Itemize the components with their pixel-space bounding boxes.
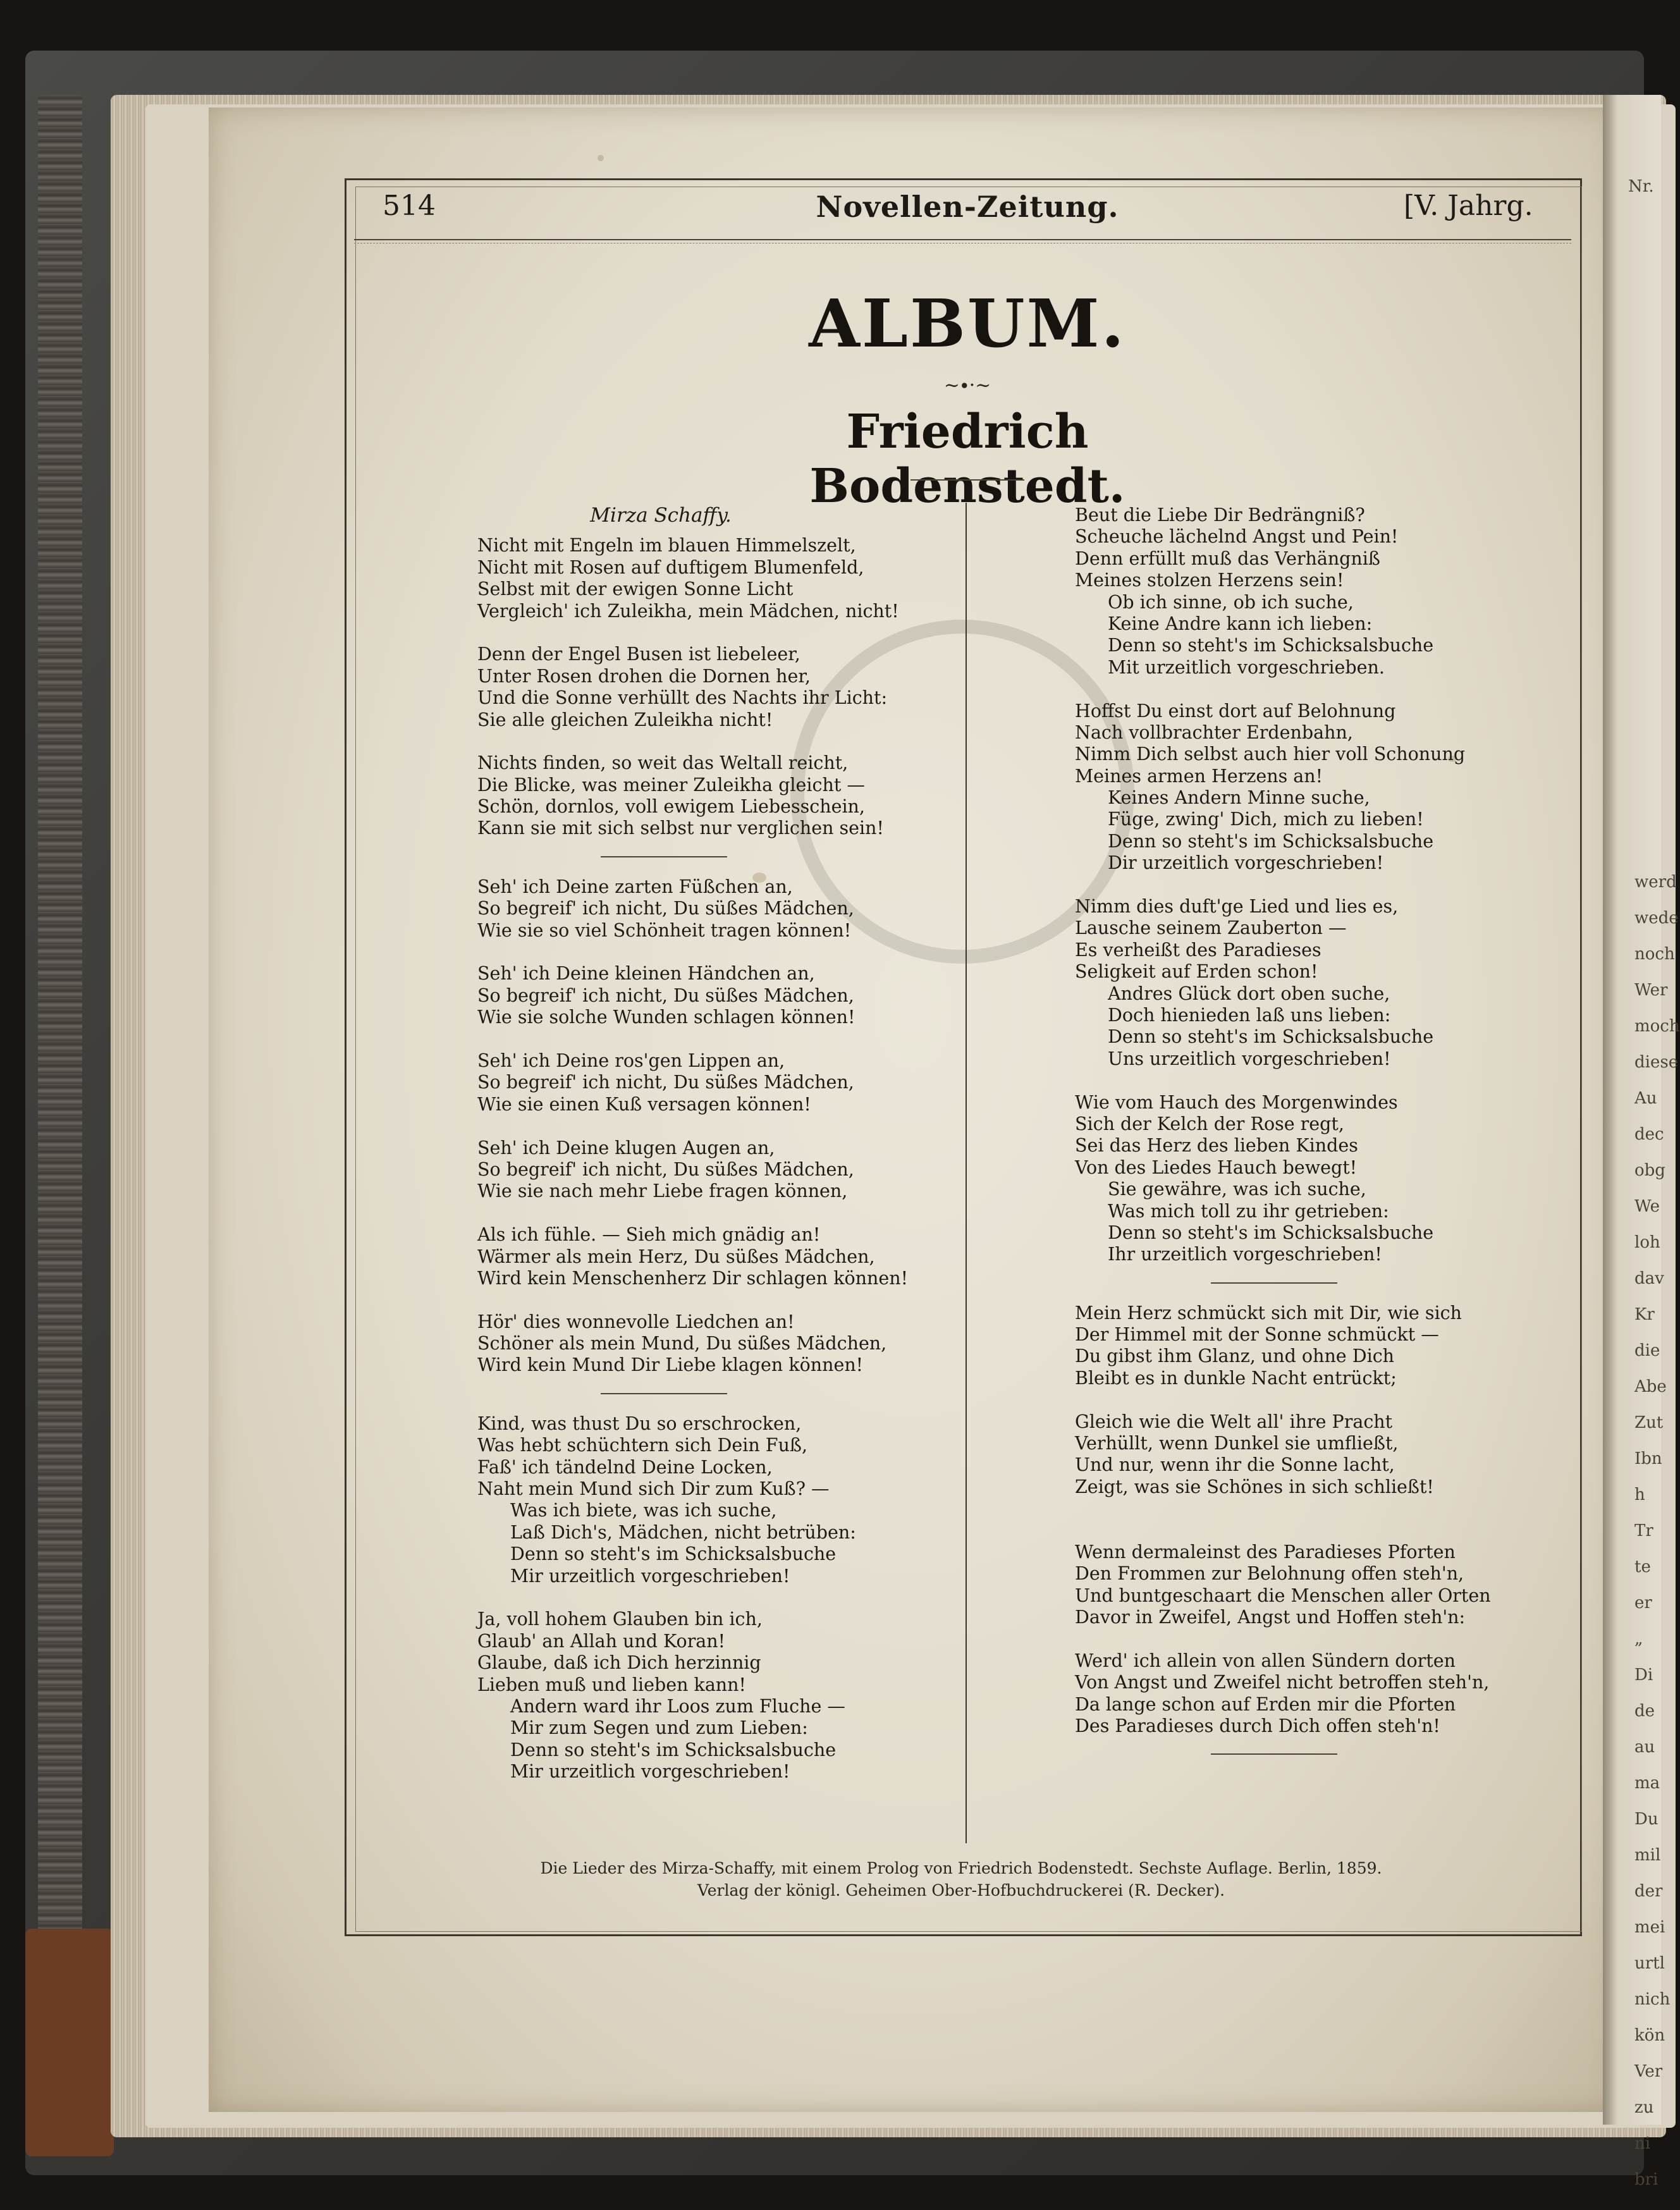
facing-page-fragment: ni — [1634, 2134, 1651, 2153]
facing-page-fragment: noch — [1634, 945, 1675, 964]
verse-line: Ob ich sinne, ob ich suche, — [1108, 591, 1354, 613]
verse-line: Wie sie nach mehr Liebe fragen können, — [477, 1181, 848, 1202]
facing-page-fragment: dav — [1634, 1269, 1664, 1288]
verse-line: Lausche seinem Zauberton — — [1075, 918, 1347, 939]
album-title: ALBUM. — [809, 285, 1126, 362]
verse-line: Denn so steht's im Schicksalsbuche — [1108, 1222, 1434, 1243]
verse-line: Werd' ich allein von allen Sündern dorten — [1075, 1650, 1456, 1671]
verse-line: Wird kein Mund Dir Liebe klagen können! — [477, 1354, 864, 1376]
title-flourish: ~∙·~ — [943, 374, 991, 396]
verse-line: Nicht mit Engeln im blauen Himmelszelt, — [477, 535, 856, 556]
verse-line: Denn so steht's im Schicksalsbuche — [510, 1544, 837, 1565]
verse-line: Keine Andre kann ich lieben: — [1108, 613, 1373, 634]
facing-page-fragment: Du — [1634, 1810, 1659, 1829]
facing-page-fragment: Ibn — [1634, 1449, 1662, 1468]
poem-title: Mirza Schaffy. — [590, 504, 732, 527]
facing-page-fragment: werd — [1634, 873, 1677, 892]
verse-line: Den Frommen zur Belohnung offen steh'n, — [1075, 1563, 1464, 1585]
leather-corner — [25, 1929, 114, 2156]
facing-page-fragment: dec — [1634, 1125, 1664, 1144]
poem-section-3 — [477, 1413, 945, 1783]
facing-page-fragment: Abe — [1634, 1377, 1667, 1396]
verse-line: Der Himmel mit der Sonne schmückt — — [1075, 1324, 1439, 1346]
facing-page-fragment: obg — [1634, 1161, 1665, 1180]
verse-line: Wenn dermaleinst des Paradieses Pforten — [1075, 1541, 1456, 1562]
verse-line: Seh' ich Deine kleinen Händchen an, — [477, 963, 815, 985]
verse-line: Hoffst Du einst dort auf Belohnung — [1075, 700, 1396, 721]
verse-line: So begreif' ich nicht, Du süßes Mädchen, — [477, 1158, 854, 1180]
facing-page-fragment: Tr — [1634, 1521, 1653, 1540]
verse-line: Ja, voll hohem Glauben bin ich, — [477, 1609, 763, 1630]
facing-page-fragment: Ver — [1634, 2062, 1663, 2081]
verse-line: Mir urzeitlich vorgeschrieben! — [510, 1761, 790, 1783]
facing-page-fragment: de — [1634, 1702, 1655, 1721]
author-name: Friedrich Bodenstedt. — [809, 405, 1125, 513]
page-number: 514 — [383, 190, 436, 222]
verse-line: Bleibt es in dunkle Nacht entrückt; — [1075, 1367, 1397, 1389]
facing-page-fragment: Zut — [1634, 1413, 1664, 1432]
verse-line: Nichts finden, so weit das Weltall reicht, — [477, 752, 849, 774]
verse-line: Denn der Engel Busen ist liebeleer, — [477, 644, 800, 665]
facing-page-fragment: zu — [1634, 2098, 1654, 2117]
verse-line: Scheuche lächelnd Angst und Pein! — [1075, 526, 1399, 548]
verse-line: Meines stolzen Herzens sein! — [1075, 570, 1344, 591]
verse-line: Was ich biete, was ich suche, — [510, 1500, 777, 1521]
poem-section-4 — [1075, 505, 1518, 1266]
header-rule — [354, 239, 1571, 240]
verse-line: Glaub' an Allah und Koran! — [477, 1630, 726, 1652]
verse-line: Seh' ich Deine zarten Füßchen an, — [477, 876, 793, 897]
section-rule — [601, 856, 727, 857]
facing-page-fragment: loh — [1634, 1233, 1660, 1252]
footer-line: Verlag der königl. Geheimen Ober-Hofbuchdruckerei (R. Decker). — [697, 1881, 1225, 1900]
paper-stain — [598, 155, 604, 161]
verse-line: Naht mein Mund sich Dir zum Kuß? — — [477, 1478, 830, 1500]
facing-page-fragment: h — [1634, 1485, 1645, 1504]
facing-page-fragment: die — [1634, 1341, 1660, 1360]
verse-line: Des Paradieses durch Dich offen steh'n! — [1075, 1716, 1440, 1737]
verse-line: So begreif' ich nicht, Du süßes Mädchen, — [477, 1072, 854, 1093]
verse-line: Beut die Liebe Dir Bedrängniß? — [1075, 505, 1365, 525]
verse-line: Lieben muß und lieben kann! — [477, 1674, 746, 1695]
right-column — [1075, 505, 1518, 1774]
verse-line: Wie vom Hauch des Morgenwindes — [1075, 1091, 1398, 1113]
verse-line: Mein Herz schmückt sich mit Dir, wie sich — [1075, 1302, 1462, 1323]
publication-title: Novellen-Zeitung. — [816, 190, 1119, 224]
verse-line: Kind, was thust Du so erschrocken, — [477, 1413, 802, 1434]
facing-page-header: Nr. — [1628, 177, 1654, 196]
facing-page-fragment: mil — [1634, 1846, 1661, 1865]
verse-line: Und buntgeschaart die Menschen aller Orten — [1075, 1585, 1491, 1606]
verse-line: Dir urzeitlich vorgeschrieben! — [1108, 852, 1384, 874]
verse-line: Ihr urzeitlich vorgeschrieben! — [1108, 1244, 1382, 1265]
verse-line: Selbst mit der ewigen Sonne Licht — [477, 579, 794, 600]
verse-line: Mir urzeitlich vorgeschrieben! — [510, 1565, 790, 1587]
verse-line: Meines armen Herzens an! — [1075, 765, 1323, 787]
facing-page-edge — [1603, 95, 1680, 2189]
verse-line: Zeigt, was sie Schönes in sich schließt! — [1075, 1476, 1434, 1497]
verse-line: Wärmer als mein Herz, Du süßes Mädchen, — [477, 1246, 875, 1267]
left-column — [477, 505, 945, 1783]
verse-line: Nimm dies duft'ge Lied und lies es, — [1075, 896, 1399, 918]
verse-line: Davor in Zweifel, Angst und Hoffen steh'n: — [1075, 1607, 1466, 1628]
verse-line: Glaube, daß ich Dich herzinnig — [477, 1652, 761, 1674]
verse-line: Da lange schon auf Erden mir die Pforten — [1075, 1693, 1456, 1715]
verse-line: Doch hienieden laß uns lieben: — [1108, 1004, 1391, 1026]
verse-line: Wie sie einen Kuß versagen können! — [477, 1093, 811, 1115]
verse-line: Wie sie so viel Schönheit tragen können! — [477, 919, 852, 941]
verse-line: So begreif' ich nicht, Du süßes Mädchen, — [477, 985, 854, 1006]
section-rule — [1211, 1753, 1337, 1755]
facing-page-fragment: ma — [1634, 1774, 1660, 1793]
facing-page-fragment: der — [1634, 1882, 1663, 1901]
verse-line: Füge, zwing' Dich, mich zu lieben! — [1108, 809, 1424, 830]
facing-page-fragment: Au — [1634, 1089, 1657, 1108]
verse-line: Schöner als mein Mund, Du süßes Mädchen, — [477, 1333, 887, 1354]
facing-page-fragment: nich — [1634, 1990, 1671, 2009]
verse-line: Die Blicke, was meiner Zuleikha gleicht — — [477, 774, 865, 795]
verse-line: Mir zum Segen und zum Lieben: — [510, 1717, 808, 1739]
verse-line: Denn erfüllt muß das Verhängniß — [1075, 548, 1380, 569]
column-divider — [966, 503, 967, 1843]
facing-page-fragment: We — [1634, 1197, 1660, 1216]
verse-line: Kann sie mit sich selbst nur verglichen sein! — [477, 818, 884, 839]
footer-citation — [392, 1857, 1530, 1901]
facing-page-fragment: urtl — [1634, 1954, 1665, 1973]
facing-page-fragment: au — [1634, 1738, 1655, 1757]
verse-line: Du gibst ihm Glanz, und ohne Dich — [1075, 1346, 1395, 1367]
facing-page-fragment: diese — [1634, 1053, 1679, 1072]
facing-page-fragment: te — [1634, 1557, 1651, 1576]
facing-page-fragment: Di — [1634, 1666, 1653, 1685]
verse-line: Vergleich' ich Zuleikha, mein Mädchen, nicht! — [477, 600, 899, 622]
verse-line: Seh' ich Deine ros'gen Lippen an, — [477, 1050, 785, 1071]
verse-line: Denn so steht's im Schicksalsbuche — [1108, 830, 1434, 852]
section-rule — [1211, 1282, 1337, 1284]
verse-line: Was hebt schüchtern sich Dein Fuß, — [477, 1435, 808, 1456]
section-rule — [601, 1393, 727, 1394]
verse-line: Denn so steht's im Schicksalsbuche — [510, 1739, 837, 1760]
author-rule — [911, 479, 1024, 481]
facing-page-fragment: bri — [1634, 2170, 1659, 2189]
verse-line: Denn so steht's im Schicksalsbuche — [1108, 1026, 1434, 1048]
verse-line: Von Angst und Zweifel nicht betroffen steh'n, — [1075, 1672, 1490, 1693]
verse-line: Sich der Kelch der Rose regt, — [1075, 1113, 1344, 1134]
verse-line: Faß' ich tändelnd Deine Locken, — [477, 1456, 773, 1478]
verse-line: Nimm Dich selbst auch hier voll Schonung — [1075, 744, 1466, 765]
poem-section-5 — [1075, 1303, 1518, 1499]
poem-section-1 — [477, 535, 945, 839]
facing-page-fragment: kön — [1634, 2026, 1665, 2045]
book-spine-edge — [38, 95, 82, 2150]
verse-line: Gleich wie die Welt all' ihre Pracht — [1075, 1411, 1393, 1432]
verse-line: Laß Dich's, Mädchen, nicht betrüben: — [510, 1521, 856, 1543]
verse-line: Wie sie solche Wunden schlagen können! — [477, 1007, 855, 1028]
poem-section-2 — [477, 876, 945, 1377]
volume-label: [V. Jahrg. — [1404, 190, 1533, 222]
verse-line: Sie alle gleichen Zuleikha nicht! — [477, 709, 773, 730]
verse-line: Unter Rosen drohen die Dornen her, — [477, 665, 811, 687]
verse-line: Nicht mit Rosen auf duftigem Blumenfeld, — [477, 556, 864, 578]
facing-page-fragment: wede — [1634, 909, 1679, 928]
verse-line: Keines Andern Minne suche, — [1108, 787, 1370, 809]
verse-line: Hör' dies wonnevolle Liedchen an! — [477, 1311, 795, 1332]
verse-line: Mit urzeitlich vorgeschrieben. — [1108, 656, 1385, 678]
verse-line: Andern ward ihr Loos zum Fluche — — [510, 1695, 845, 1717]
verse-line: Nach vollbrachter Erdenbahn, — [1075, 721, 1353, 743]
facing-page-fragment: Kr — [1634, 1305, 1655, 1324]
verse-line: Was mich toll zu ihr getrieben: — [1108, 1200, 1389, 1222]
verse-line: So begreif' ich nicht, Du süßes Mädchen, — [477, 898, 854, 919]
verse-line: Es verheißt des Paradieses — [1075, 939, 1321, 961]
verse-line: Und die Sonne verhüllt des Nachts ihr Licht: — [477, 687, 888, 709]
verse-line: Andres Glück dort oben suche, — [1108, 983, 1390, 1004]
verse-line: Sie gewähre, was ich suche, — [1108, 1179, 1366, 1200]
verse-line: Uns urzeitlich vorgeschrieben! — [1108, 1048, 1391, 1069]
verse-line: Und nur, wenn ihr die Sonne lacht, — [1075, 1454, 1395, 1476]
verse-line: Denn so steht's im Schicksalsbuche — [1108, 635, 1434, 656]
verse-line: Verhüllt, wenn Dunkel sie umfließt, — [1075, 1433, 1399, 1454]
verse-line: Als ich fühle. — Sieh mich gnädig an! — [477, 1224, 821, 1246]
verse-line: Sei das Herz des lieben Kindes — [1075, 1135, 1358, 1157]
footer-line: Die Lieder des Mirza-Schaffy, mit einem Prolog von Friedrich Bodenstedt. Sechste Auflage. Berlin, 1859. — [540, 1859, 1382, 1877]
facing-page-fragment: Wer — [1634, 981, 1668, 1000]
verse-line: Wird kein Menschenherz Dir schlagen können! — [477, 1267, 909, 1289]
verse-line: Seligkeit auf Erden schon! — [1075, 961, 1318, 983]
verse-line: Schön, dornlos, voll ewigem Liebesschein, — [477, 796, 865, 818]
facing-page-fragment: moch — [1634, 1017, 1680, 1036]
poem-section-6 — [1075, 1542, 1518, 1738]
verse-line: Von des Liedes Hauch bewegt! — [1075, 1157, 1358, 1178]
facing-page-fragment: „ — [1634, 1630, 1643, 1648]
facing-page-fragment: mei — [1634, 1918, 1665, 1937]
verse-line: Seh' ich Deine klugen Augen an, — [477, 1137, 775, 1158]
facing-page-fragment: er — [1634, 1593, 1652, 1612]
